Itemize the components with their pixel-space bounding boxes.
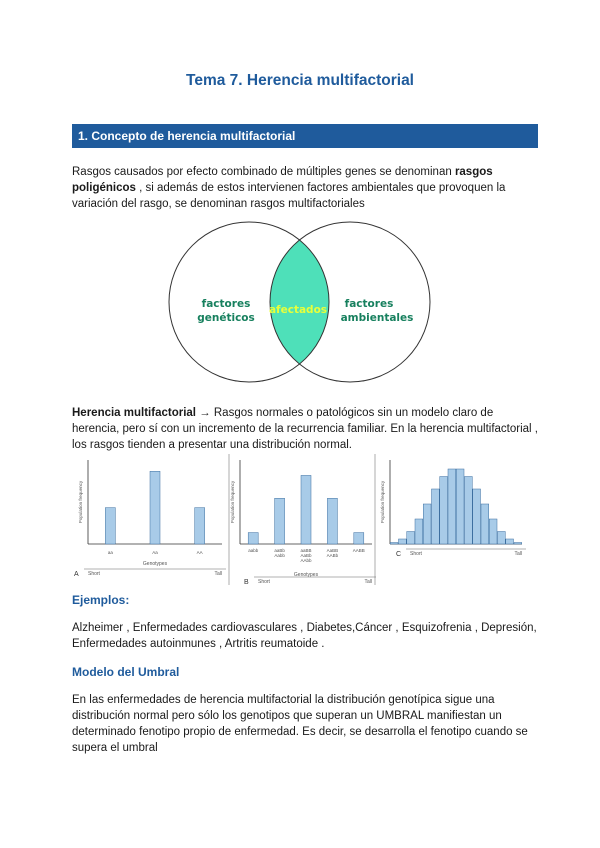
panel-a-x-label: Genotypes (142, 561, 168, 567)
panel-b-x-label: Genotypes (293, 572, 319, 578)
panel-b-tick-label: aabb (248, 548, 259, 553)
panel-b-short-label: Short (258, 579, 270, 585)
venn-left-label-1: factores (201, 298, 251, 310)
panel-c-tall-label: Tall (514, 551, 522, 557)
panel-c-bar (390, 543, 398, 545)
panel-c-bar (514, 543, 522, 545)
panel-a-tick-label: AA (196, 550, 203, 555)
panel-a-short-label: Short (88, 571, 100, 577)
herencia-paragraph (72, 405, 540, 453)
venn-center-label: afectados (268, 304, 328, 316)
panel-b-bar (275, 498, 285, 544)
panel-b-tick-label: AAbb (300, 558, 312, 563)
panel-c-bar (473, 489, 481, 544)
panel-b-letter: B (244, 579, 249, 586)
panel-c-bar (432, 489, 440, 544)
panel-a-letter: A (74, 571, 79, 578)
panel-b-tall-label: Tall (364, 579, 372, 585)
panel-a-y-label: Population frequency (78, 480, 83, 524)
panel-c-bar (415, 519, 423, 544)
panel-b-tick-label: AABB (352, 548, 365, 553)
panel-b-bar (248, 533, 258, 544)
panel-b-bar (301, 475, 311, 544)
venn-right-label-1: factores (344, 298, 394, 310)
venn-left-label-2: genéticos (197, 312, 255, 324)
panel-b-tick-label: AaBB (326, 548, 339, 553)
panel-b-bar (327, 498, 337, 544)
panel-c-bar (506, 539, 514, 544)
section-heading-concepto: 1. Concepto de herencia multifactorial (72, 124, 538, 148)
venn-right-label-2: ambientales (340, 312, 414, 324)
panel-a-bar (105, 508, 115, 544)
panel-c-bar (498, 532, 506, 545)
umbral-heading: Modelo del Umbral (72, 665, 180, 679)
arrow-glyph: → (195, 407, 214, 419)
panel-a-tick-label: Aa (152, 550, 158, 555)
panel-b-tick-label: AABb (326, 553, 339, 558)
panel-c-bar (399, 539, 407, 544)
intro-text-b: , si además de estos intervienen factores ambientales que provoquen la variación del rasgo, se denominan rasgos multifactoriales (72, 182, 506, 210)
panel-c-bar (423, 504, 431, 544)
herencia-text: Rasgos normales o patológicos sin un modelo claro de herencia, pero sí con un incremento de la recurrencia familiar. En la herencia multifactorial , los rasgos tienden a presentar una distribución normal. (72, 407, 538, 451)
panel-c-y-label: Population frequency (380, 480, 385, 524)
ejemplos-text: Alzheimer , Enfermedades cardiovasculares , Diabetes,Cáncer , Esquizofrenia , Depresión, Enfermedades autoinmunes , Artritis reumatoide . (72, 622, 537, 650)
panel-a-bar (150, 471, 160, 544)
panel-b-bar (354, 533, 364, 544)
panel-c-bar (448, 469, 456, 544)
panel-b-tick-label: aaBb (274, 548, 285, 553)
herencia-bold-term: Herencia multifactorial (72, 407, 196, 419)
panel-a-bar (195, 508, 205, 544)
panel-b-tick-label: aaBB (300, 548, 312, 553)
panel-b-tick-label: Aabb (274, 553, 285, 558)
panel-a-tall-label: Tall (214, 571, 222, 577)
panel-c-bar (481, 504, 489, 544)
panel-c-bar (465, 477, 473, 545)
panel-c-short-label: Short (410, 551, 422, 557)
intro-text-a: Rasgos causados por efecto combinado de múltiples genes se denominan (72, 166, 455, 178)
page-title: Tema 7. Herencia multifactorial (186, 72, 414, 89)
panel-b-tick-label: AaBb (300, 553, 312, 558)
umbral-text: En las enfermedades de herencia multifactorial la distribución genotípica sigue una distribución normal pero sólo los genotipos que superan un UMBRAL manifiestan un determinado fenotipo propio de enfermedad. Es decir, se desarrolla el fenotipo cuando se supera el umbral (72, 694, 528, 754)
panel-c-letter: C (396, 551, 402, 558)
panel-c-bar (407, 532, 415, 545)
panel-a-tick-label: aa (107, 550, 113, 555)
panel-c-bar (456, 469, 464, 544)
intro-bold-term: rasgos poligénicos (72, 166, 493, 194)
panel-b-y-label: Population frequency (230, 480, 235, 524)
intro-paragraph (72, 164, 540, 212)
ejemplos-heading: Ejemplos: (72, 593, 130, 607)
genotype-distribution-figure (0, 452, 600, 587)
panel-c-bar (440, 477, 448, 545)
panel-c-bar (489, 519, 497, 544)
venn-diagram (0, 220, 600, 390)
